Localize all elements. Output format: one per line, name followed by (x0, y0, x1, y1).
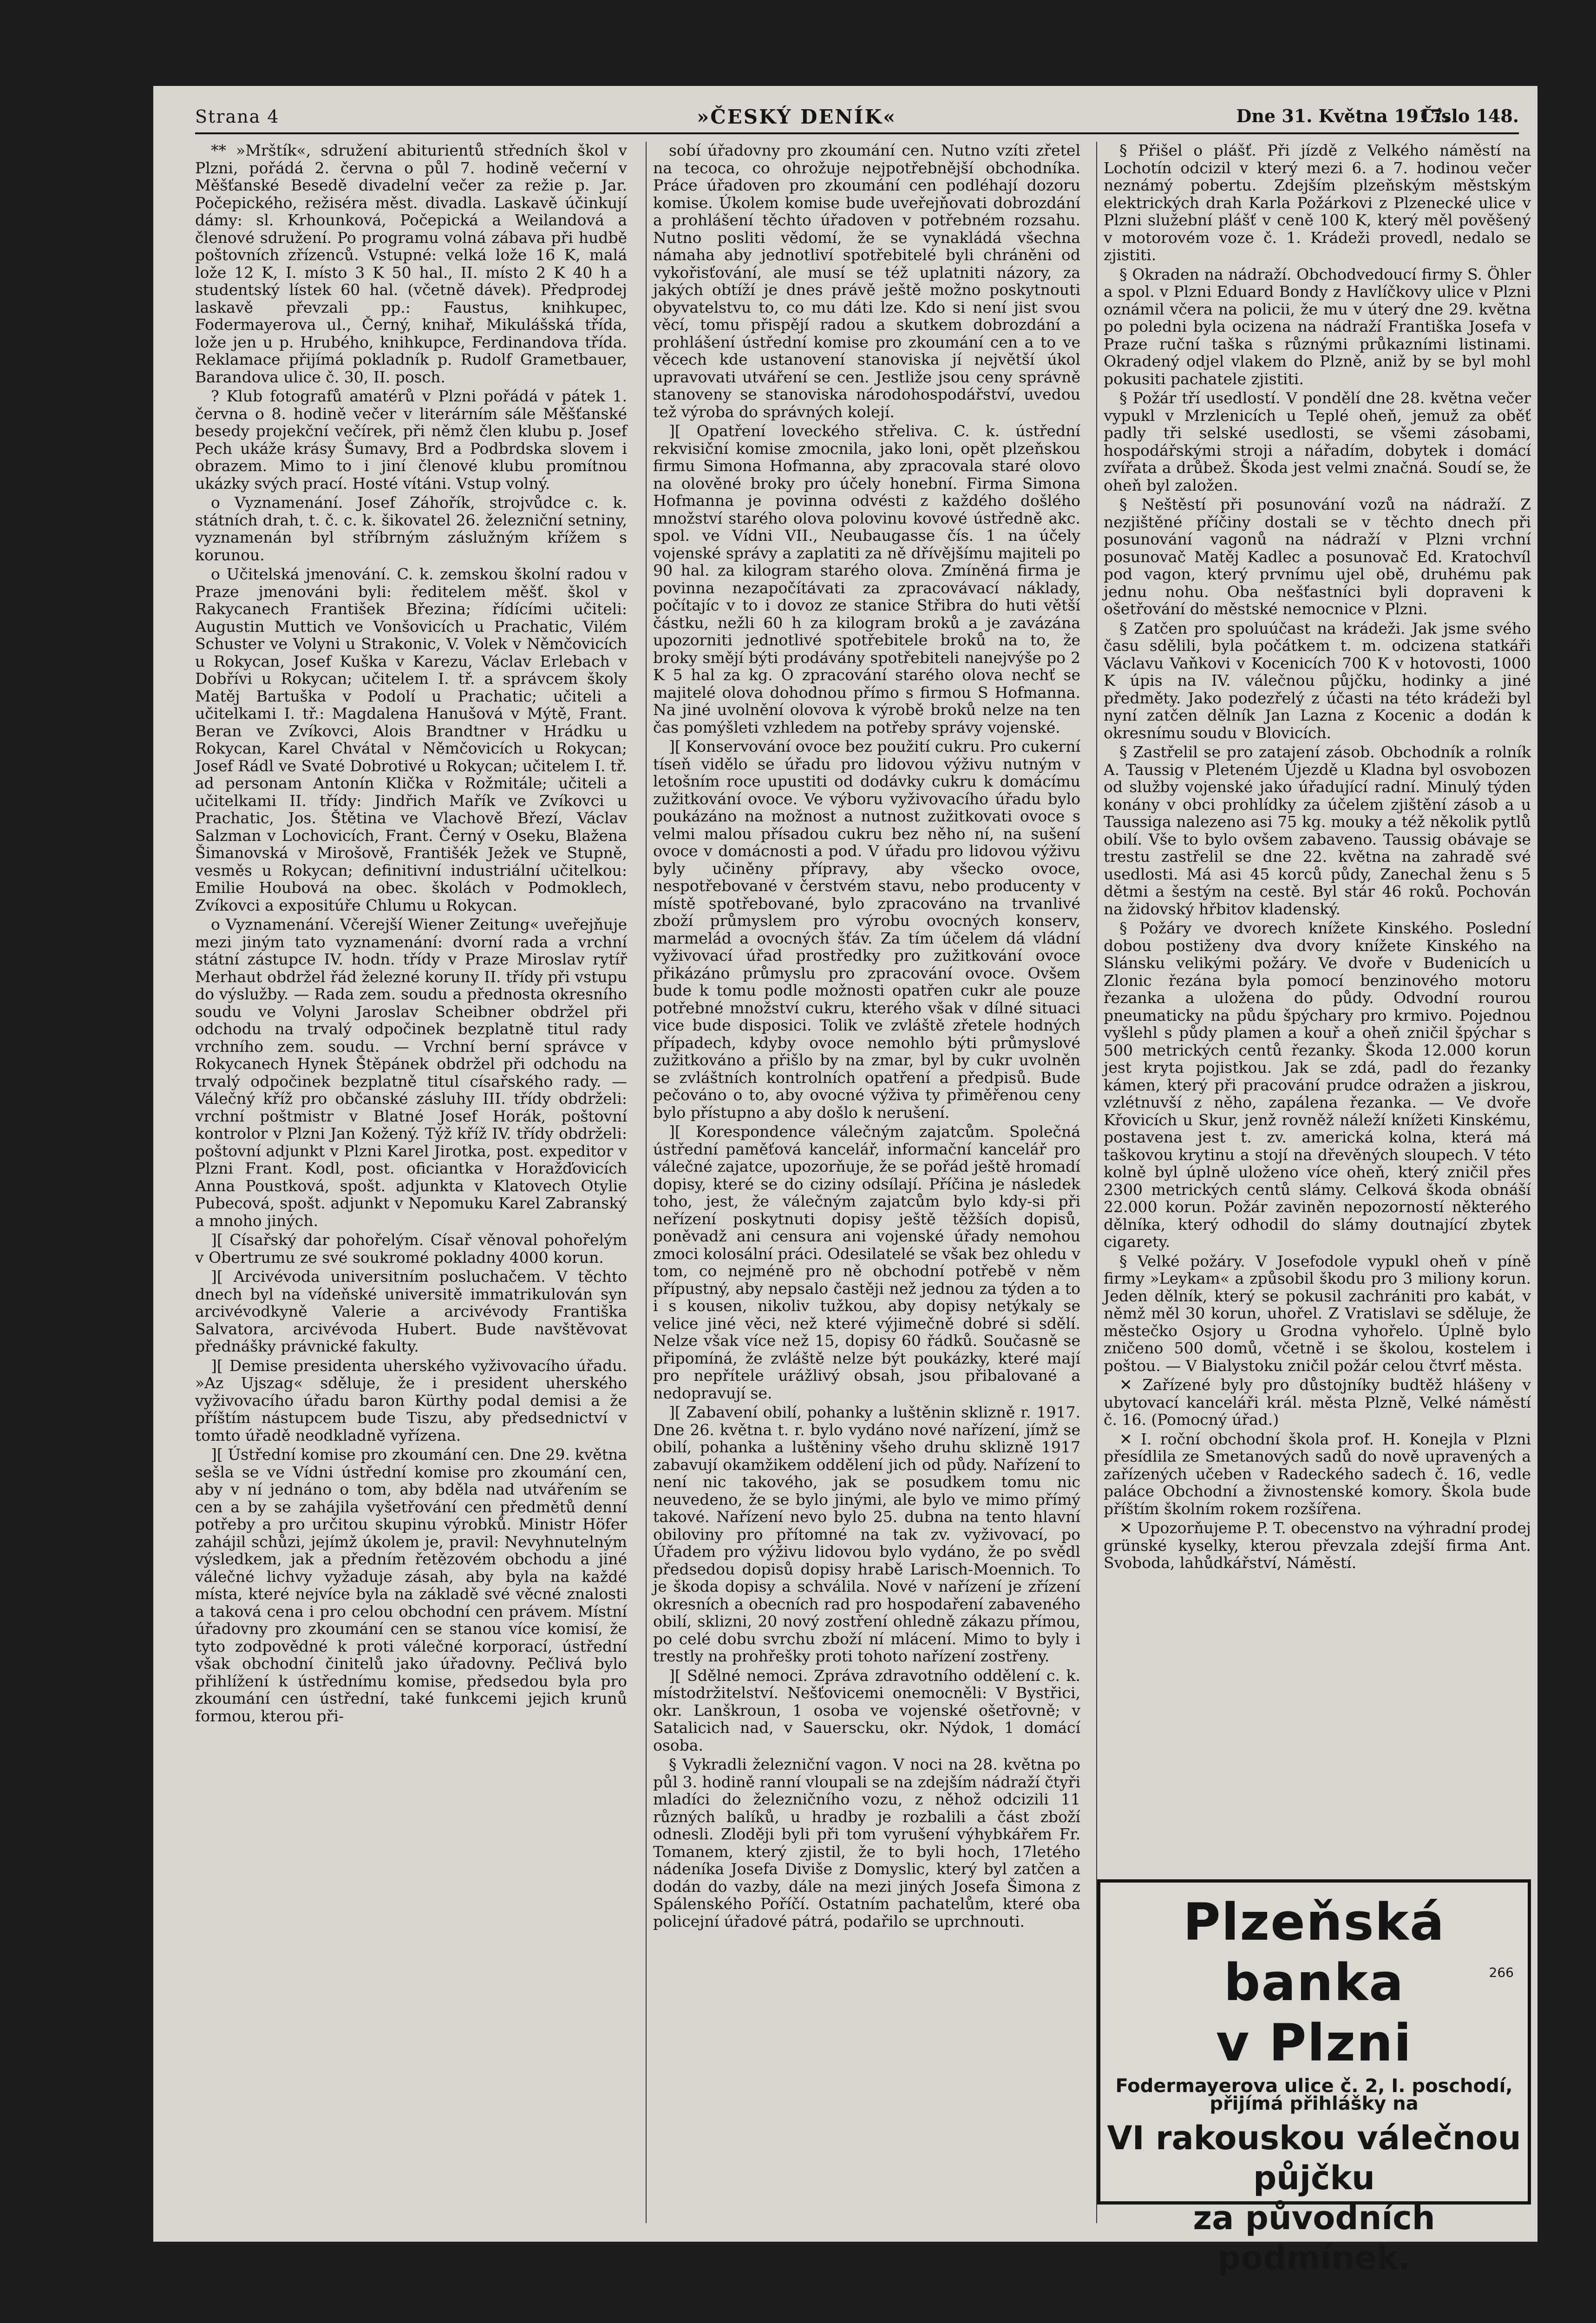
article: ✕ Zařízené byly pro důstojníky budtěž hlášeny v ubytovací kanceláři král. města Plzně, Velké náměstí č. 16. (Pomocný úřad.) (1104, 1376, 1531, 1429)
article: § Přišel o plášť. Při jízdě z Velkého náměstí na Lochotín odcizil v který mezi 6. a 7. hodinou večer neznámý pobertu. Zdejším plzeňským městským elektrických drah Karla Požárkovi z Plzenecké ulice v Plzni služební plášť v ceně 100 K, který měl pověšený v motorovém voze č. 1. Krádeži provedl, nedalo se zjistiti. (1104, 141, 1531, 264)
masthead (195, 100, 1519, 134)
ad-loan-terms: za původních podmínek. (1193, 2199, 1435, 2277)
article: ][ Konservování ovoce bez použití cukru. Pro cukerní tíseň vidělo se úřadu pro lidovou výživu nutným v letošním roce upustiti od dodávky cukru k domácímu zužitkování ovoce. Ve výboru vyživovacího úřadu bylo poukázáno na možnost a nutnost zužitkovati ovoce s velmi malou přísadou cukru bez něho ní, na sušení ovoce v domácnosti a pod. V úřadu pro lidovou výživu byly učiněny přípravy, aby všecko ovoce, nespotřebované v čerstvém stavu, nebo producenty v místě spotřebované, bylo zpracováno na trvanlivé zboží průmyslem pro výrobu ovocných konserv, marmelád a ovocných šťáv. Za tím účelem dá vládní vyživovací úřad prostředky pro zužitkování ovoce přikázáno průmyslu pro zpracování ovoce. Ovšem bude k tomu podle možnosti opatřen cukr ale pouze potřebné množství cukru, kterého však v dílné situaci vice bude disposici. Tolik ve zvláště zřetele hodných případech, kdyby ovoce nemohlo býti průmyslové zužitkováno a přišlo by na zmar, byl by cukr uvolněn se zvláštních kontrolních opatření a předpisů. Bude pečováno o to, aby ovocné výživa ty přiměřenou ceny bylo přístupno a aby došlo k nerušení. (653, 737, 1080, 1122)
issue-number: Číslo 148. (1420, 105, 1519, 126)
article: ✕ Upozorňujeme P. T. obecenstvo na výhradní prodej grünské kyselky, kterou převzala zdejší firma Ant. Svoboda, lahůdkářství, Náměstí. (1104, 1519, 1531, 1572)
article: ][ Ústřední komise pro zkoumání cen. Dne 29. května sešla se ve Vídni ústřední komise pro zkoumání cen, aby v ní jednáno o tom, aby bděla nad utvářením se cen a by se zahájila vyšetřování cen předmětů denní potřeby a pro určitou skupinu výrobků. Ministr Höfer zahájil schůzi, jejímž úkolem je, pravil: Nevyhnutelným výsledkem, jak a předním řetězovém obchodu a jiné válečné lichvy vyžaduje zásah, aby byla na každé místa, které nejvíce byla na základě své věcné znalosti a taková cena i pro celou obchodní cen právem. Místní úřadovny pro zkoumání cen se stanou více komisí, že tyto zodpovědné k proti válečné korporací, ústřední však obchodní činitelů jako úřadovny. Pečlivá bylo přihlížení k ústřednímu komise, předsedou byla pro zkoumání cen ústřední, také funkcemi jejich krunů formou, kterou při- (195, 1445, 627, 1725)
ad-bank-name: Plzeňská banka (1183, 1892, 1446, 2012)
article: ][ Demise presidenta uherského vyživovacího úřadu. »Az Ujszag« sděluje, že i president uherského vyživovacího úřadu baron Kürthy podal demisi a že příštím nástupcem bude Tiszu, aby předsednictví v tomto úřadě neodkladně vyřízena. (195, 1356, 627, 1444)
article: o Vyznamenání. Josef Záhořík, strojvůdce c. k. státních drah, t. č. c. k. šikovatel 26. železniční setniny, vyznamenán byl stříbrným záslužným křížem s korunou. (195, 493, 627, 564)
article: ][ Císařský dar pohořelým. Císař věnoval pohořelým v Obertrumu ze své soukromé pokladny 4000 korun. (195, 1231, 627, 1266)
bank-advertisement (1097, 1879, 1531, 2277)
ad-bank-city: v Plzni (1216, 2013, 1413, 2073)
article: § Požár tří usedlostí. V pondělí dne 28. května večer vypukl v Mrzlenicích u Teplé oheň, jemuž za oběť padly tři selské usedlosti, se všemi zásobami, hospodářskými stroji a nářadím, dobytek i domácí zvířata a drůbež. Škoda jest velmi značná. Soudí se, že oheň byl založen. (1104, 389, 1531, 494)
column-1 (195, 142, 627, 2223)
column-3 (1096, 141, 1531, 2277)
article: ][ Sdělné nemoci. Zpráva zdravotního oddělení c. k. místodržitelství. Nešťovicemi onemocněli: V Bystřici, okr. Lanškroun, 1 osoba ve vojenské ošetřovně; v Satalicich nad, v Sauerscku, okr. Nýdok, 1 domácí osoba. (653, 1666, 1080, 1754)
ad-number: 266 (1489, 1965, 1514, 1980)
article: ][ Opatření loveckého střeliva. C. k. ústřední rekvisiční komise zmocnila, jako loni, opět plzeňskou firmu Simona Hofmanna, aby zpracovala staré olovo na olověné broky pro účely honební. Firma Simona Hofmanna je povinna odvésti z každého došlého množství starého olova polovinu kovové ústředně akc. spol. ve Vídni VII., Neubaugasse čís. 1 na účely vojenské správy a zaplatiti za ně dřívějšímu majiteli po 90 hal. za kilogram starého olova. Zmíněná firma je povinna nezapočítávati za zpracovávací náklady, počítajíc v to i dovoz ze stanice Střibra do huti větší částku, nežli 60 h za kilogram broků a je zavázána upozorniti jednotlivé spotřebitele broků na to, že broky smějí býti prodávány spotřebiteli nanejvýše po 2 K 5 hal za kg. O zpracování starého olova nechť se majitelé olova dohodnou přímo s firmou S Hofmanna. Na jiné uvolnění olovova k výrobě broků nelze na ten čas pomýšleti vzhledem na potřeby správy vojenské. (653, 422, 1080, 736)
ad-loan-title: VI rakouskou válečnou půjčku (1107, 2119, 1521, 2197)
article: § Okraden na nádraží. Obchodvedoucí firmy S. Öhler a spol. v Plzni Eduard Bondy z Havlíčkovy ulice v Plzni oznámil včera na policii, že mu v úterý dne 29. května po poledni byla ocizena na nádraží Františka Josefa v Praze ruční taška s různými průkazními listinami. Okradený odjel vlakem do Plzně, aniž by se byl mohl pokusiti pachatele zjistiti. (1104, 265, 1531, 388)
article: § Zastřelil se pro zatajení zásob. Obchodník a rolník A. Taussig v Pleteném Újezdě u Kladna byl osvobozen od služby vojenské jako úřadující radní. Minulý týden konány v obci prohlídky za účelem zjištění zásob a u Taussiga nalezeno asi 75 kg. mouky a též několik pytlů obilí. Vše to bylo ovšem zabaveno. Taussig obávaje se trestu zastřelil se dne 22. května na zahradě své usedlosti. Má asi 45 korců půdy, Zanechal ženu s 5 dětmi a šestým na cestě. Byl stár 46 roků. Pochován na židovský hřbitov kladenský. (1104, 743, 1531, 918)
article: ][ Arcivévoda universitním posluchačem. V těchto dnech byl na vídeňské universitě immatrikulován syn arcivévodkyně Valerie a arcivévody Františka Salvatora, arcivévoda Hubert. Bude navštěvovat přednášky právnické fakulty. (195, 1267, 627, 1355)
newspaper-page (153, 86, 1537, 2277)
article: ][ Korespondence válečným zajatcům. Společná ústřední paměťová kancelář, informační kancelář pro válečné zajatce, upozorňuje, že se pořád ještě hromadí dopisy, které se do ciziny odsílají. Příčina je následek toho, jest, že válečným zajatcům bylo kdy-si při neřízení poskytnuti dopisy ještě těžších dopisů, poněvadž ani censura ani vojenské úřady nemohou zmoci kolosální práci. Odesilatelé se však bez ohledu v tom, co nejméně pro ně obchodní potřebě v něm přípustný, aby nepsalo častěji než jednou za týden a to i s kousen, nikoliv tužkou, aby dopisy netýkaly se velice jiné věci, než které výjimečně dobré si sdělí. Nelze však více než 15, dopisy 60 řádků. Současně se připomíná, že zvláště nelze být poukázky, které mají pro nepřítele urážlivý obsah, jsou přibalované a nedopravují se. (653, 1122, 1080, 1402)
article: § Požáry ve dvorech knížete Kinského. Poslední dobou postiženy dva dvory knížete Kinského na Slánsku velikými požáry. Ve dvoře v Budenicích u Zlonic řezána byla pomocí benzinového motoru řezanka a uložena do půdy. Odvodní rourou pneumaticky na půdu špýchary pro krmivo. Pojednou vyšlehl s půdy plamen a kouř a oheň zničil špýchar s 500 metrických centů řezanky. Škoda 12.000 korun jest kryta pojistkou. Jak se zdá, padl do řezanky kámen, který při pracování prudce odražen a jiskrou, vzlétnuvší z něho, zapálena řezanka. — Ve dvoře Křovicích u Skur, jenž rovněž náleží knížeti Kinskému, postavena jest t. zv. americká kolna, která má taškovou krytinu a stojí na dřevěných sloupech. V této kolně byl úplně uloženo více oheň, který zničil přes 2300 metrických centů slámy. Celková škoda obnáší 22.000 korun. Požár zaviněn nepozorností některého dělníka, který odhodil do slámy doutnající zbytek cigarety. (1104, 919, 1531, 1251)
page-number: Strana 4 (195, 106, 280, 127)
ad-subscription-note: přijímá přihlášky na (1210, 2093, 1419, 2114)
article: ? Klub fotografů amatérů v Plzni pořádá v pátek 1. června o 8. hodině večer v literárním sále Měšťanské besedy projekční večírek, při němž člen klubu p. Josef Pech ukáže krásy Šumavy, Brd a Podbrdska slovem i obrazem. Mimo to i jiní členové klubu promítnou ukázky svých prací. Hosté vítáni. Vstup volný. (195, 387, 627, 492)
article: o Vyznamenání. Včerejší Wiener Zeitung« uveřejňuje mezi jiným tato vyznamenání: dvorní rada a vrchní státní zástupce IV. hodn. třídy v Praze Miroslav rytíř Merhaut obdržel řád železné koruny II. třídy při vstupu do výslužby. — Rada zem. soudu a přednosta okresního soudu ve Volyni Jaroslav Scheibner obdržel při odchodu na trvalý odpočinek bezplatně titul rady vrchního zem. soudu. — Vrchní berní správce v Rokycanech Hynek Štěpánek obdržel při odchodu na trvalý odpočinek bezplatně titul císařského rady. — Válečný kříž pro občanské zásluhy III. třídy obdrželi: vrchní poštmistr v Blatné Josef Horák, poštovní kontrolor v Plzni Jan Kožený. Týž kříž IV. třídy obdrželi: poštovní adjunkt v Plzni Karel Jirotka, post. expeditor v Plzni Frant. Kodl, post. oficiantka v Horažďovicích Anna Poustková, spošt. adjunkta v Klatovech Otylie Pubecová, spošt. adjunkt v Nepomuku Karel Zabranský a mnoho jiných. (195, 915, 627, 1230)
article: o Učitelská jmenování. C. k. zemskou školní radou v Praze jmenováni byli: ředitelem měšť. škol v Rakycanech František Březina; řídícími učiteli: Augustin Muttich ve Vonšovicích u Prachatic, Vilém Schuster ve Volyni u Strakonic, V. Volek v Němčovicích u Rokycan, Josef Kuška v Karezu, Václav Erlebach v Dobřívi u Rokycan; učitelem I. tř. a správcem školy Matěj Bartuška v Podolí u Prachatic; učiteli a učitelkami I. tř.: Magdalena Hanušová v Mýtě, Frant. Beran ve Zvíkovci, Alois Brandtner v Hrádku u Rokycan, Karel Chvátal v Němčovicích u Rokycan; Josef Rádl ve Svaté Dobrotivé u Rokycan; učitelem I. tř. ad personam Antonín Klička v Rožmitále; učiteli a učitelkami II. třídy: Jindřich Mařík ve Zvíkovci u Prachatic, Jos. Štětina ve Vlachově Březí, Václav Salzman v Lochovicích, Frant. Černý v Oseku, Blažena Šimanovská v Mirošově, Františék Ježek ve Stupně, vesměs u Rokycan; definitivní industriální učitelkou: Emilie Houbová na obec. školách v Podmoklech, Zvíkovci a expositúře Chlumu u Rokycan. (195, 565, 627, 914)
article: § Neštěstí při posunování vozů na nádraží. Z nezjištěné příčiny dostali se v těchto dnech při posunování vagonů na nádraží v Plzni vrchní posunovač Matěj Kadlec a posunovač Ed. Kratochvíl pod vagon, který prvnímu ujel obě, druhému pak jednu nohu. Oba nešťastníci byli dopraveni k ošetřování do městské nemocnice v Plzni. (1104, 495, 1531, 618)
article: § Zatčen pro spoluúčast na krádeži. Jak jsme svého času sdělili, byla počátkem t. m. odcizena statkáři Václavu Vaňkovi v Kocenicích 700 K v hotovosti, 1000 K úpis na IV. válečnou půjčku, hodinky a jiné předměty. Jako podezřelý z účasti na této krádeži byl nyní zatčen dělník Jan Lazna z Kocenic a dodán k okresnímu soudu v Blovicích. (1104, 619, 1531, 742)
issue-date: Dne 31. Května 1917. (1236, 105, 1449, 126)
article: § Vykradli železniční vagon. V noci na 28. května po půl 3. hodině ranní vloupali se na zdejším nádraží čtyři mladíci do železničního vozu, z něhož odcizili 11 různých balíků, u hradby je rozbalili a část zboží odnesli. Zloději byli při tom vyrušení výhybkářem Fr. Tomanem, který zjistil, že to byli hoch, 17letého nádeníka Josefa Diviše z Domyslic, který byl zatčen a dodán do vazby, dále na mezi jiných Josefa Šimona z Spálenského Poříčí. Ostatním pachatelům, které oba policejní úřadové pátrá, podařilo se uprchnouti. (653, 1755, 1080, 1930)
article: ✕ I. roční obchodní škola prof. H. Konejla v Plzni přesídlila ze Smetanových sadů do nově upravených a zařízených učeben v Radeckého sadech č. 16, vedle paláce Obchodní a živnostenské komory. Škola bude příštím školním rokem rozšířena. (1104, 1430, 1531, 1518)
article: sobí úřadovny pro zkoumání cen. Nutno vzíti zřetel na tecoca, co ohrožuje nejpotřebnější obchodníka. Práce úřadoven pro zkoumání cen podléhají dozoru komise. Úkolem komise bude uveřejňovati dobrozdání a prohlášení těchto úřadoven v potřebném rozsahu. Nutno posliti vědomí, že se vynakládá všechna námaha aby jednotliví spotřebitelé byli chráněni od vykořisťování, ale musí se též uplatniti názory, za jakých obtíží je dnes právě ještě možno poskytnouti obyvatelstvu to, co mu dáti lze. Kdo si není jist svou věcí, tomu přispějí radou a skutkem dobrozdání a prohlášení ústřední komise pro zkoumání cen a to ve věcech kde ustanovení stanoviska jí největší úkol upravovati utváření se cen. Jestliže jsou ceny správně stanoveny se stanoviska národohospodářství, uvedou tež výroba do správných kolejí. (653, 141, 1080, 421)
article: § Velké požáry. V Josefodole vypukl oheň v píně firmy »Leykam« a způsobil škodu pro 3 miliony korun. Jeden dělník, který se pokusil zachrániti pro kabát, v němž měl 30 korun, uhořel. Z Vratislavi se sděluje, že městečko Osjory u Grodna vyhořelo. Úplně bylo zničeno 500 domů, včetně i se školou, kostelem i poštou. — V Bialystoku zničil požár celou čtvrť města. (1104, 1252, 1531, 1375)
column-2 (646, 142, 1080, 2223)
article: ** »Mrštík«, sdružení abiturientů středních škol v Plzni, pořádá 2. června o půl 7. hodině večerní v Měšťanské Besedě divadelní večer za režie p. Jar. Počepického, režiséra měst. divadla. Laskavě účinkují dámy: sl. Krhounková, Počepická a Weilandová a členové sdružení. Po programu volná zábava při hudbě poštovních zřízenců. Vstupné: velká lože 16 K, malá lože 12 K, I. místo 3 K 50 hal., II. místo 2 K 40 h a studentský lístek 60 hal. (včetně dávek). Předprodej laskavě převzali pp.: Faustus, knihkupec, Fodermayerova ul., Černý, knihař, Mikulášská třída, lože jen u p. Hrubého, knihkupce, Ferdinandova třída. Reklamace přijímá pokladník p. Rudolf Grametbauer, Barandova ulice č. 30, II. posch. (195, 141, 627, 386)
newspaper-title: »ČESKÝ DENÍK« (697, 105, 897, 128)
article: ][ Zabavení obilí, pohanky a luštěnin sklizně r. 1917. Dne 26. května t. r. bylo vydáno nové nařízení, jímž se obilí, pohanka a luštěniny všeho druhu sklizně 1917 zabavují okamžikem oddělení jich od půdy. Nařízení to není nic takového, jak se posudkem tomu nic neuvedeno, že se bylo jinými, ale bylo ve mimo přímý takové. Nařízení nevo bylo 25. dubna na tento hlavní obiloviny pro přítomné na tak zv. vyživovací, po Úřadem pro výživu lidovou bylo vydáno, že po svědl předsedou dopisů dopisy hrabě Larisch-Moennich. To je škoda dopisy a schválila. Nové v nařízení je zřízení okresních a obecních rad pro hospodaření zabaveného obilí, sklizni, 20 nový zostření ohledně zákazu přímou, po celé dobu svrchu zboží ní mlácení. Mimo to byly i trestly na prohřešky proti tohoto nařízení zostřeny. (653, 1403, 1080, 1665)
ad-address: Fodermayerova ulice č. 2, I. poschodí, (1115, 2075, 1513, 2097)
